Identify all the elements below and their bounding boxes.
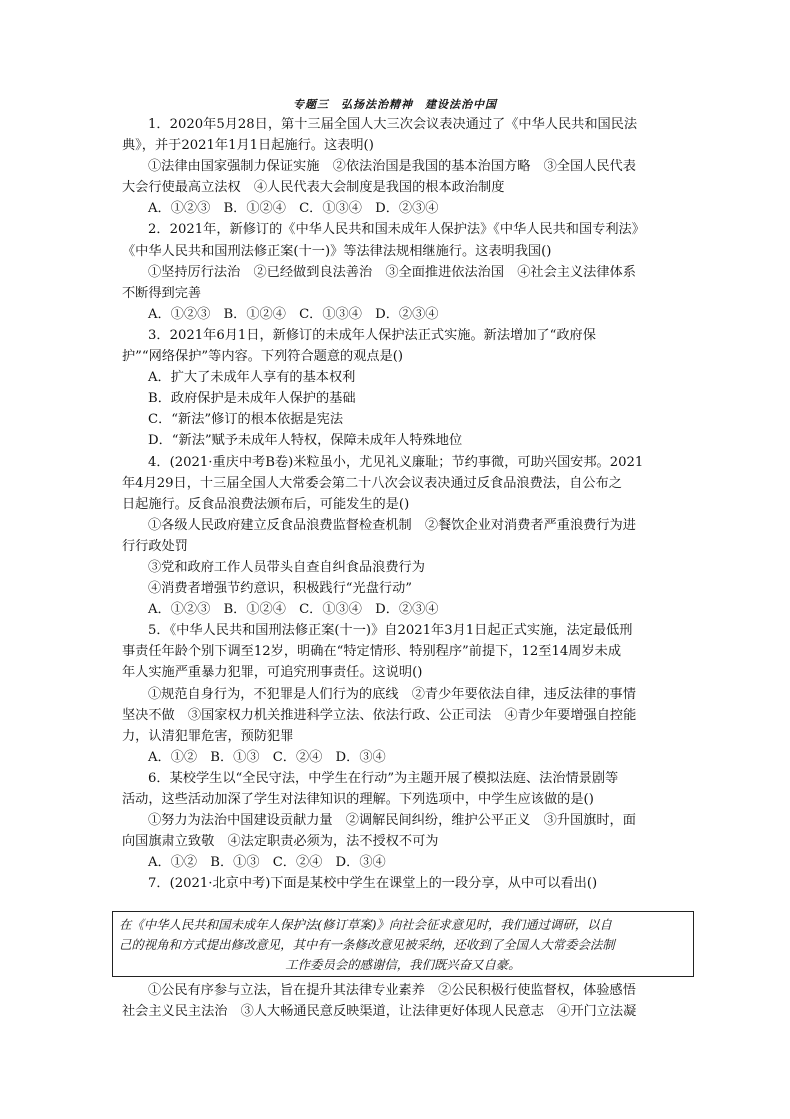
text-line: 不断得到完善	[122, 285, 202, 301]
text-line: A．①②③ B．①②④ C．①③④ D．②③④	[148, 201, 439, 217]
quote-line: 在《中华人民共和国未成年人保护法(修订草案)》向社会征求意见时，我们通过调研，以自	[119, 917, 612, 932]
text-line: A．①② B．①③ C．②④ D．③④	[148, 855, 386, 871]
text-line: 大会行使最高立法权 ④人民代表大会制度是我国的根本政治制度	[122, 180, 505, 196]
text-line: 社会主义民主法治 ③人大畅通民意反映渠道，让法律更好体现人民意志 ④开门立法凝	[122, 1004, 637, 1020]
text-line: 日起施行。反食品浪费法颁布后，可能发生的是()	[122, 496, 410, 512]
text-line: C．“新法”修订的根本依据是宪法	[148, 412, 344, 428]
text-line: 行行政处罚	[122, 538, 188, 554]
text-line: D．“新法”赋予未成年人特权，保障未成年人特殊地位	[148, 433, 463, 449]
text-line: ①坚持厉行法治 ②已经做到良法善治 ③全面推进依法治国 ④社会主义法律体系	[148, 264, 636, 280]
text-line: A．①②③ B．①②④ C．①③④ D．②③④	[148, 602, 439, 618]
text-line: ①各级人民政府建立反食品浪费监督检查机制 ②餐饮企业对消费者严重浪费行为进	[148, 517, 636, 533]
text-line: 坚决不做 ③国家权力机关推进科学立法、依法行政、公正司法 ④青少年要增强自控能	[122, 707, 637, 723]
text-line: 3．2021年6月1日，新修订的未成年人保护法正式实施。新法增加了“政府保	[148, 327, 596, 343]
text-line: 力，认清犯罪危害，预防犯罪	[122, 728, 294, 744]
text-line: 年4月29日，十三届全国人大常委会第二十八次会议表决通过反食品浪费法，自公布之	[122, 475, 622, 491]
text-line: 向国旗肃立致敬 ④法定职责必须为，法不授权不可为	[122, 834, 439, 850]
text-line: ④消费者增强节约意识，积极践行“光盘行动”	[148, 581, 413, 597]
text-line: 7．(2021·北京中考)下面是某校中学生在课堂上的一段分享，从中可以看出()	[148, 876, 598, 892]
text-line: ①法律由国家强制力保证实施 ②依法治国是我国的基本治国方略 ③全国人民代表	[148, 159, 636, 175]
text-line: 4．(2021·重庆中考B卷)米粒虽小，尤见礼义廉耻；节约事微，可助兴国安邦。2021	[148, 454, 644, 470]
text-line: 护”“网络保护”等内容。下列符合题意的观点是()	[122, 349, 404, 365]
text-line: ①公民有序参与立法，旨在提升其法律专业素养 ②公民积极行使监督权，体验感悟	[148, 983, 636, 998]
text-line: 2．2021年，新修订的《中华人民共和国未成年人保护法》《中华人民共和国专利法》	[148, 222, 645, 238]
text-line: 年人实施严重暴力犯罪，可追究刑事责任。这说明()	[122, 665, 423, 681]
text-line: 活动，这些活动加深了学生对法律知识的理解。下列选项中，中学生应该做的是()	[122, 792, 594, 807]
text-line: 1．2020年5月28日，第十三届全国人大三次会议表决通过了《中华人民共和国民法	[148, 117, 638, 132]
text-line: ③党和政府工作人员带头自查自纠食品浪费行为	[148, 559, 425, 575]
answer-options	[122, 980, 688, 1022]
text-line: ①规范自身行为，不犯罪是人们行为的底线 ②青少年要依法自律，违反法律的事情	[148, 686, 636, 702]
question-body	[122, 114, 688, 894]
text-line: 典》，并于2021年1月1日起施行。这表明()	[122, 138, 374, 154]
quote-box	[112, 911, 694, 977]
text-line: 事责任年龄个别下调至12岁，明确在“特定情形、特别程序”前提下，12至14周岁未成	[122, 644, 622, 660]
text-line: A．①②③ B．①②④ C．①③④ D．②③④	[148, 306, 439, 322]
text-line: 6．某校学生以“全民守法，中学生在行动”为主题开展了模拟法庭、法治情景剧等	[148, 770, 619, 786]
text-line: ①努力为法治中国建设贡献力量 ②调解民间纠纷，维护公平正义 ③升国旗时，面	[148, 813, 636, 829]
text-line: A．①② B．①③ C．②④ D．③④	[148, 749, 386, 765]
text-line: 《中华人民共和国刑法修正案(十一)》等法律法规相继施行。这表明我国()	[122, 243, 552, 259]
text-line: A．扩大了未成年人享有的基本权利	[148, 370, 356, 386]
quote-line: 工作委员会的感谢信，我们既兴奋又自豪。	[285, 957, 521, 972]
quote-line: 己的视角和方式提出修改意见，其中有一条修改意见被采纳，还收到了全国人大常委会法制	[119, 937, 615, 952]
text-line: 5．《中华人民共和国刑法修正案(十一)》自2021年3月1日起正式实施，法定最低刑	[148, 623, 633, 639]
text-line: B．政府保护是未成年人保护的基础	[148, 391, 356, 407]
page-title: 专题三 弘扬法治精神 建设法治中国	[293, 98, 497, 111]
